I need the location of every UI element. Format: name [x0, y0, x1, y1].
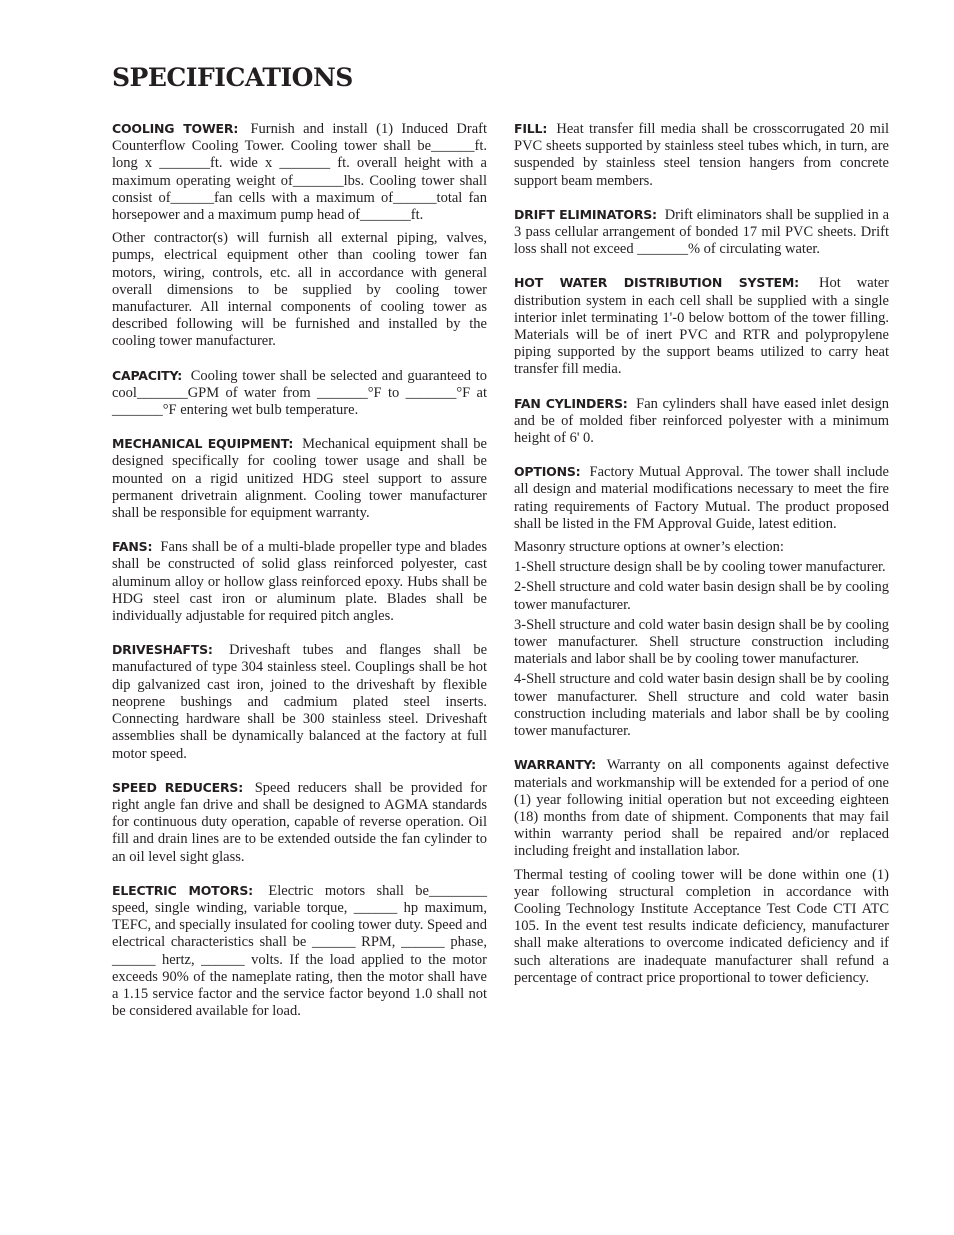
hot-water-distribution-paragraph [514, 274, 889, 378]
section-heading: FANS: [112, 539, 153, 555]
section-electric-motors [112, 882, 487, 1021]
section-capacity [112, 367, 487, 420]
section-text: Electric motors shall be________ speed, single winding, variable torque, ______ hp maximum, TEFC, and specially insulated for cooling tower duty. Speed and electrical characteristics shall be ______ RPM, ______ phase, ______ hertz, ______ volts. If the load applied to the motor exceeds 90% of the nameplate rating, then the motor shall have a 1.15 service factor and the service factor beyond 1.0 shall not be considered available for load. [112, 882, 487, 1020]
section-drift-eliminators [514, 206, 889, 259]
warranty-paragraph-2: Thermal testing of cooling tower will be done within one (1) year following structural completion in accordance with Cooling Technology Institute Acceptance Test Code CTI ATC 105. In the event test results indicate deficiency, manufacturer shall make alterations to overcome indicated deficiency and if such alterations are inadequate manufacturer shall refund a percentage of contract price proportional to tower deficiency. [514, 866, 889, 986]
options-paragraph-3: 1-Shell structure design shall be by cooling tower manufacturer. [514, 559, 886, 576]
section-mechanical-equipment [112, 435, 487, 522]
section-text: Warranty on all components against defective materials and workmanship will be extended for a period of one (1) year following initial operation but not exceeding eighteen (18) months from date of shipment. Components that may fail within warranty period shall be repaired and/or replaced including freight and installation labor. [514, 757, 889, 860]
section-fans [112, 538, 487, 625]
section-text: Fan cylinders shall have eased inlet design and be of molded fiber reinforced polyester with a minimum height of 6' 0. [514, 395, 889, 447]
fan-cylinders-paragraph [514, 395, 889, 448]
section-heading: WARRANTY: [514, 757, 596, 773]
section-speed-reducers [112, 779, 487, 866]
section-heading: OPTIONS: [514, 464, 581, 480]
cooling-tower-paragraph-1 [112, 120, 487, 224]
section-heading: FILL: [514, 121, 548, 136]
section-heading: DRIFT ELIMINATORS: [514, 206, 657, 222]
options-paragraph-2: Masonry structure options at owner’s election: [514, 539, 784, 556]
page-title: SPECIFICATIONS [112, 63, 353, 92]
two-column-body [112, 120, 889, 1036]
options-paragraph-5: 3-Shell structure and cold water basin design shall be by cooling tower manufacturer. Shell structure construction including materials and labor shall be by cooling tower manufacturer. [514, 616, 889, 668]
section-text: Mechanical equipment shall be designed specifically for cooling tower usage and shall be mounted on a rigid unitized HDG steel support to assure permanent drivetrain alignment. Cooling tower manufacturer shall be responsible for equipment warranty. [112, 436, 487, 522]
section-text: Driveshaft tubes and flanges shall be manufactured of type 304 stainless steel. Couplings shall be hot dip galvanized cast iron, joined to the driveshaft by flexible neoprene bushings and cadmium plated steel inserts. Connecting hardware shall be 300 stainless steel. Driveshaft assemblies shall be dynamically balanced at the factory at full motor speed. [112, 642, 488, 762]
section-heading: ELECTRIC MOTORS: [112, 882, 253, 898]
section-heading: DRIVESHAFTS: [112, 642, 213, 658]
section-heading: HOT WATER DISTRIBUTION SYSTEM: [514, 275, 799, 291]
driveshafts-paragraph [112, 641, 487, 762]
fans-paragraph [112, 538, 487, 625]
section-text: Fans shall be of a multi-blade propeller type and blades shall be constructed of solid glass reinforced polyester, cast aluminum alloy or hollow glass reinforced epoxy. Hubs shall be HDG steel cast iron or aluminum plate. Blades shall be individually adjustable for required pitch angles. [112, 539, 487, 625]
section-text: Furnish and install (1) Induced Draft Counterflow Cooling Tower. Cooling tower shall be______ft. long x _______ft. wide x _______ ft. overall height with a maximum operating weight of_______lbs. Cooling tower shall consist of______fan cells with a maximum of______total fan horsepower and a maximum pump head of_______ft. [112, 121, 487, 224]
speed-reducers-paragraph [112, 779, 487, 866]
section-options [514, 463, 889, 740]
warranty-paragraph-1 [514, 756, 889, 860]
section-hot-water-distribution [514, 274, 889, 378]
drift-eliminators-paragraph [514, 206, 889, 259]
section-text: Cooling tower shall be selected and guaranteed to cool_______GPM of water from _______°F to _______°F at _______°F entering wet bulb temperature. [112, 367, 487, 419]
mechanical-equipment-paragraph [112, 435, 487, 522]
capacity-paragraph [112, 367, 487, 420]
section-heading: CAPACITY: [112, 367, 183, 383]
section-warranty [514, 756, 889, 987]
section-cooling-tower [112, 120, 487, 351]
section-fill [514, 120, 889, 190]
section-heading: FAN CYLINDERS: [514, 395, 628, 411]
options-paragraph-4: 2-Shell structure and cold water basin design shall be by cooling tower manufacturer. [514, 579, 889, 613]
section-text: Drift eliminators shall be supplied in a 3 pass cellular arrangement of bonded 17 mil PVC sheets. Drift loss shall not exceed _______% of circulating water. [514, 206, 890, 258]
section-heading: MECHANICAL EQUIPMENT: [112, 436, 294, 452]
section-text: Factory Mutual Approval. The tower shall include all design and material modifications necessary to meet the fire rating requirements of Factory Mutual. The product proposed shall be listed in the FM Approval Guide, latest edition. [514, 464, 889, 532]
section-heading: COOLING TOWER: [112, 121, 239, 136]
specifications-page [112, 62, 889, 1036]
section-text: Hot water distribution system in each cell shall be supplied with a single interior inlet terminating 1'-0 below bottom of the tower filling. Materials will be of inert PVC and RTR and polypropylene piping supported by the support beams utilized to carry heat transfer fill media. [514, 275, 889, 378]
cooling-tower-paragraph-2: Other contractor(s) will furnish all external piping, valves, pumps, electrical equipment other than cooling tower fan motors, wiring, controls, etc. all in accordance with general overall dimensions to be supplied by cooling tower manufacturer. All internal components of cooling tower as described following will be furnished and installed by the cooling tower manufacturer. [112, 230, 487, 350]
electric-motors-paragraph [112, 882, 487, 1021]
section-heading: SPEED REDUCERS: [112, 779, 244, 795]
right-column [514, 120, 889, 1036]
options-paragraph-6: 4-Shell structure and cold water basin design shall be by cooling tower manufacturer. Shell structure and cold water basin construction including materials and labor shall be by cooling tower manufacturer. [514, 671, 889, 740]
fill-paragraph [514, 120, 889, 190]
section-text: Speed reducers shall be provided for right angle fan drive and shall be designed to AGMA standards for continuous duty operation, capable of reverse operation. Oil fill and drain lines are to be extended outside the fan cylinder to an oil level sight glass. [112, 779, 488, 865]
section-driveshafts [112, 641, 487, 762]
section-fan-cylinders [514, 395, 889, 448]
left-column [112, 120, 487, 1036]
section-text: Heat transfer fill media shall be crosscorrugated 20 mil PVC sheets supported by stainless steel tubes which, in turn, are suspended by stainless steel tension hangers from concrete support beam members. [514, 121, 889, 189]
options-paragraph-1 [514, 463, 889, 533]
